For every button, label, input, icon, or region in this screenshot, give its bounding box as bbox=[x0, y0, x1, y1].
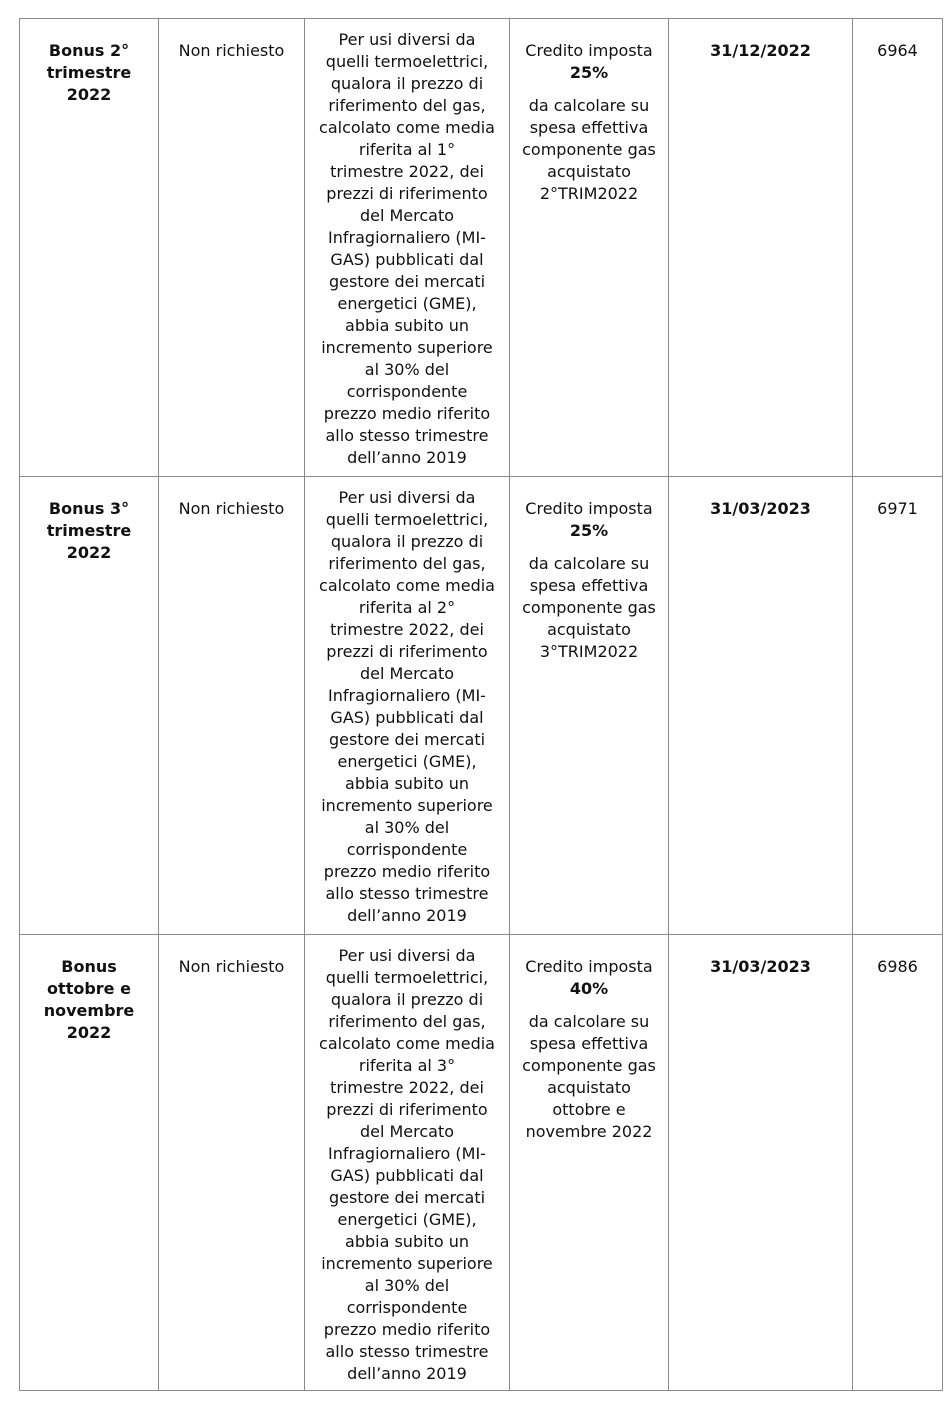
table-row bbox=[20, 477, 943, 935]
bonus-name bbox=[26, 935, 152, 1044]
description-cell bbox=[305, 935, 510, 1391]
text-line: riferita al 3° bbox=[358, 1056, 456, 1075]
text-line: Bonus 2° bbox=[48, 41, 130, 60]
text-line: qualora il prezzo di bbox=[330, 74, 484, 93]
text-line: calcolato come media bbox=[319, 1034, 495, 1053]
requirement-cell bbox=[159, 935, 305, 1391]
description-cell bbox=[305, 477, 510, 935]
requirement-cell bbox=[159, 477, 305, 935]
text-line: componente gas bbox=[522, 140, 656, 159]
bonus-name bbox=[26, 19, 152, 106]
credit-detail bbox=[516, 553, 662, 663]
text-line: ottobre e bbox=[47, 979, 131, 998]
text-line: prezzi di riferimento bbox=[326, 642, 488, 661]
text-line: quelli termoelettrici, bbox=[325, 510, 489, 529]
text-line: corrispondente bbox=[346, 840, 468, 859]
deadline-date: 31/12/2022 bbox=[710, 41, 811, 60]
credit-percent: 25% bbox=[569, 63, 609, 82]
text-line: al 30% del bbox=[364, 818, 450, 837]
table-row bbox=[20, 935, 943, 1391]
deadline-cell bbox=[669, 19, 853, 477]
text-line: acquistato bbox=[547, 1078, 631, 1097]
text-line: quelli termoelettrici, bbox=[325, 52, 489, 71]
text-line: dell’anno 2019 bbox=[347, 906, 467, 925]
text-line: 2022 bbox=[66, 85, 112, 104]
bonus-name-cell bbox=[20, 19, 159, 477]
text-line: da calcolare su bbox=[528, 96, 650, 115]
text-line: gestore dei mercati bbox=[328, 272, 486, 291]
text-line: prezzo medio riferito bbox=[323, 404, 491, 423]
text-line: abbia subito un bbox=[345, 774, 469, 793]
bonus-name-cell bbox=[20, 477, 159, 935]
text-line: allo stesso trimestre bbox=[325, 426, 489, 445]
text-line: novembre 2022 bbox=[525, 1122, 653, 1141]
text-line: componente gas bbox=[522, 1056, 656, 1075]
text-line: spesa effettiva bbox=[529, 1034, 649, 1053]
credit-label: Credito imposta bbox=[525, 499, 653, 518]
text-line: abbia subito un bbox=[345, 1232, 469, 1251]
credit-cell bbox=[510, 19, 669, 477]
text-line: riferimento del gas, bbox=[328, 96, 486, 115]
text-line: novembre bbox=[43, 1001, 135, 1020]
text-line: prezzo medio riferito bbox=[323, 1320, 491, 1339]
table-row bbox=[20, 19, 943, 477]
text-line: prezzi di riferimento bbox=[326, 184, 488, 203]
credit-detail bbox=[516, 95, 662, 205]
text-line: Bonus 3° bbox=[48, 499, 130, 518]
text-line: gestore dei mercati bbox=[328, 1188, 486, 1207]
text-line: energetici (GME), bbox=[337, 1210, 477, 1229]
text-line: trimestre bbox=[46, 63, 132, 82]
text-line: Infragiornaliero (MI- bbox=[328, 686, 486, 705]
text-line: allo stesso trimestre bbox=[325, 884, 489, 903]
text-line: qualora il prezzo di bbox=[330, 532, 484, 551]
credit-detail bbox=[516, 1011, 662, 1143]
credit-label: Credito imposta bbox=[525, 957, 653, 976]
tax-code-cell bbox=[853, 477, 943, 935]
text-line: Infragiornaliero (MI- bbox=[328, 228, 486, 247]
tax-code: 6986 bbox=[877, 957, 918, 976]
text-line: 2°TRIM2022 bbox=[539, 184, 639, 203]
text-line: gestore dei mercati bbox=[328, 730, 486, 749]
text-line: trimestre 2022, dei bbox=[330, 620, 484, 639]
text-line: 2022 bbox=[66, 1023, 112, 1042]
tax-code-cell bbox=[853, 19, 943, 477]
tax-code: 6971 bbox=[877, 499, 918, 518]
text-line: Per usi diversi da bbox=[338, 946, 476, 965]
tax-code-cell bbox=[853, 935, 943, 1391]
text-line: incremento superiore bbox=[321, 796, 493, 815]
tax-credit-table bbox=[19, 18, 943, 1391]
text-line: del Mercato bbox=[359, 1122, 455, 1141]
text-line: Infragiornaliero (MI- bbox=[328, 1144, 486, 1163]
credit-label: Credito imposta bbox=[525, 41, 653, 60]
text-line: da calcolare su bbox=[528, 1012, 650, 1031]
text-line: riferimento del gas, bbox=[328, 1012, 486, 1031]
text-line: energetici (GME), bbox=[337, 752, 477, 771]
text-line: del Mercato bbox=[359, 664, 455, 683]
text-line: trimestre 2022, dei bbox=[330, 162, 484, 181]
tax-code: 6964 bbox=[877, 41, 918, 60]
text-line: al 30% del bbox=[364, 1276, 450, 1295]
text-line: qualora il prezzo di bbox=[330, 990, 484, 1009]
text-line: Bonus bbox=[61, 957, 117, 976]
text-line: GAS) pubblicati dal bbox=[330, 708, 484, 727]
text-line: dell’anno 2019 bbox=[347, 448, 467, 467]
text-line: Per usi diversi da bbox=[338, 488, 476, 507]
bonus-name-cell bbox=[20, 935, 159, 1391]
text-line: trimestre bbox=[46, 521, 132, 540]
text-line: GAS) pubblicati dal bbox=[330, 250, 484, 269]
text-line: calcolato come media bbox=[319, 118, 495, 137]
text-line: abbia subito un bbox=[345, 316, 469, 335]
requirement-text: Non richiesto bbox=[178, 41, 285, 60]
text-line: riferita al 1° bbox=[358, 140, 456, 159]
deadline-date: 31/03/2023 bbox=[710, 957, 811, 976]
text-line: prezzo medio riferito bbox=[323, 862, 491, 881]
text-line: incremento superiore bbox=[321, 1254, 493, 1273]
text-line: spesa effettiva bbox=[529, 118, 649, 137]
bonus-name bbox=[26, 477, 152, 564]
credit-cell bbox=[510, 477, 669, 935]
text-line: allo stesso trimestre bbox=[325, 1342, 489, 1361]
requirement-text: Non richiesto bbox=[178, 957, 285, 976]
deadline-cell bbox=[669, 477, 853, 935]
text-line: al 30% del bbox=[364, 360, 450, 379]
text-line: riferita al 2° bbox=[358, 598, 456, 617]
text-line: acquistato bbox=[547, 162, 631, 181]
text-line: 3°TRIM2022 bbox=[539, 642, 639, 661]
condition-description bbox=[311, 19, 503, 469]
text-line: Per usi diversi da bbox=[338, 30, 476, 49]
description-cell bbox=[305, 19, 510, 477]
text-line: ottobre e bbox=[552, 1100, 626, 1119]
condition-description bbox=[311, 935, 503, 1385]
text-line: prezzi di riferimento bbox=[326, 1100, 488, 1119]
deadline-date: 31/03/2023 bbox=[710, 499, 811, 518]
text-line: quelli termoelettrici, bbox=[325, 968, 489, 987]
text-line: componente gas bbox=[522, 598, 656, 617]
text-line: GAS) pubblicati dal bbox=[330, 1166, 484, 1185]
text-line: spesa effettiva bbox=[529, 576, 649, 595]
text-line: acquistato bbox=[547, 620, 631, 639]
text-line: energetici (GME), bbox=[337, 294, 477, 313]
text-line: da calcolare su bbox=[528, 554, 650, 573]
text-line: dell’anno 2019 bbox=[347, 1364, 467, 1383]
text-line: calcolato come media bbox=[319, 576, 495, 595]
deadline-cell bbox=[669, 935, 853, 1391]
text-line: 2022 bbox=[66, 543, 112, 562]
text-line: incremento superiore bbox=[321, 338, 493, 357]
credit-percent: 25% bbox=[569, 521, 609, 540]
text-line: corrispondente bbox=[346, 1298, 468, 1317]
text-line: riferimento del gas, bbox=[328, 554, 486, 573]
condition-description bbox=[311, 477, 503, 927]
text-line: corrispondente bbox=[346, 382, 468, 401]
requirement-cell bbox=[159, 19, 305, 477]
credit-percent: 40% bbox=[569, 979, 609, 998]
text-line: del Mercato bbox=[359, 206, 455, 225]
requirement-text: Non richiesto bbox=[178, 499, 285, 518]
credit-cell bbox=[510, 935, 669, 1391]
text-line: trimestre 2022, dei bbox=[330, 1078, 484, 1097]
